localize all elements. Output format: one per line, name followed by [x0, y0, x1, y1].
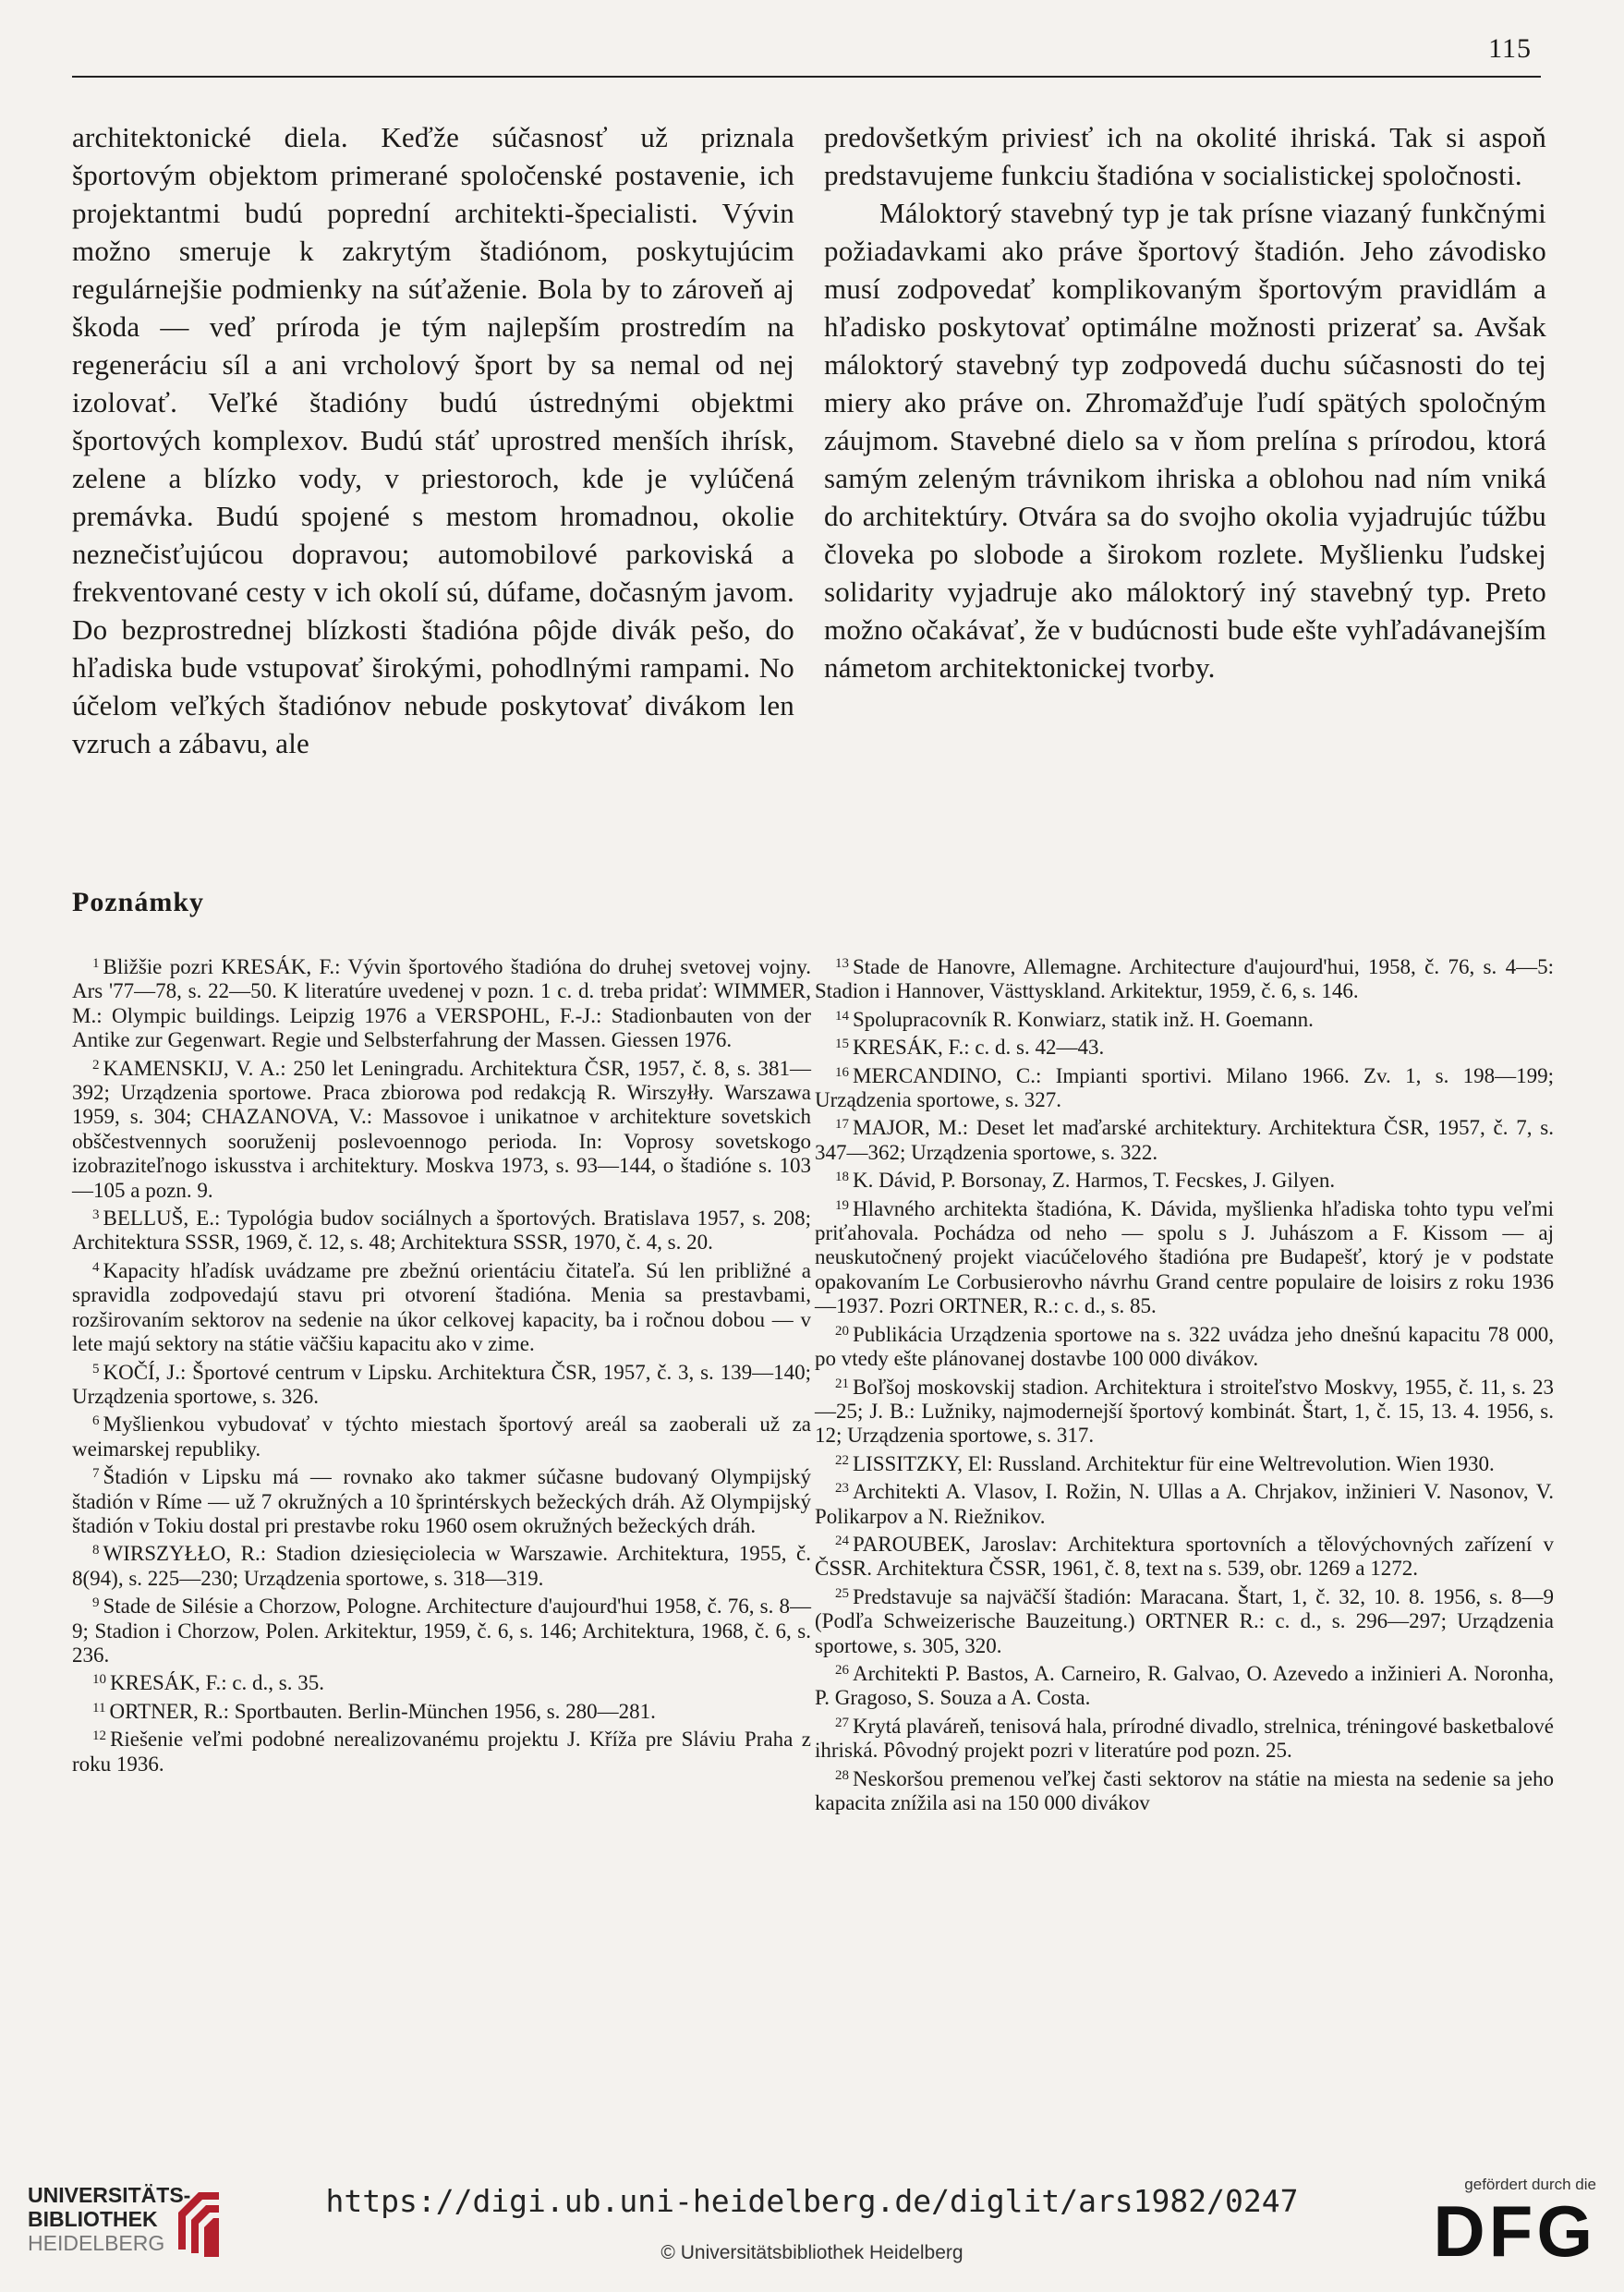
- footnote-number: 5: [92, 1361, 100, 1376]
- footnote-number: 17: [835, 1117, 849, 1133]
- footnote: [72, 1461, 811, 1538]
- footnote-number: 20: [835, 1323, 849, 1339]
- page-number: 115: [1488, 33, 1532, 64]
- footnote-text: ORTNER, R.: Sportbauten. Berlin-München 1956, s. 280—281.: [109, 1699, 656, 1723]
- footnote-number: 28: [835, 1767, 849, 1783]
- footnote-number: 4: [92, 1259, 100, 1275]
- footnote-text: Neskoršou premenou veľkej časti sektorov na státie na miesta na sedenie sa jeho kapacita znížila asi na 150 000 divákov: [815, 1766, 1554, 1814]
- footnote: [815, 1582, 1554, 1658]
- footnote: [815, 1658, 1554, 1711]
- footnote-text: Hlavného architekta štadióna, K. Dávida, myšlienka hľadiska tohto typu veľmi priťahovala. Pochádza od neho — spolu s J. Juhászom a F. Kissom — aj neuskutočnený projekt viacúčelového štadióna pre Budapešť, ktorý je v podstate opakovaním Le Corbusierovho návrhu Grand centre populaire de loisirs z roku 1936—1937. Pozri ORTNER, R.: c. d., s. 85.: [815, 1196, 1554, 1318]
- body-paragraph: predovšetkým priviesť ich na okolité ihriská. Tak si aspoň predstavujeme funkciu štadióna v socialistickej spoločnosti.: [824, 121, 1546, 191]
- footnote-text: Riešenie veľmi podobné nerealizovanému projektu J. Kříža pre Sláviu Praha z roku 1936.: [72, 1728, 811, 1776]
- footnote-number: 12: [92, 1728, 106, 1744]
- funder-logo[interactable]: [1412, 2176, 1596, 2277]
- footnote-number: 26: [835, 1662, 849, 1678]
- footnote: [815, 1112, 1554, 1165]
- footnote-number: 1: [92, 956, 100, 971]
- footnote-text: Predstavuje sa najväčší štadión: Maracana. Štart, 1, č. 32, 10. 8. 1956, s. 8—9 (Podľa Schweizerische Bauzeitung.) ORTNER R.: c. d., s. 296—297; Urządzenia sportowe, s. 305, 320.: [815, 1584, 1554, 1657]
- footnote-number: 25: [835, 1585, 849, 1601]
- footnote-text: Architekti P. Bastos, A. Carneiro, R. Galvao, O. Azevedo a inžinieri A. Noronha, P. Gragoso, S. Souza a A. Costa.: [815, 1661, 1554, 1710]
- footnote-text: Architekti A. Vlasov, I. Rožin, N. Ullas a A. Chrjakov, inžinieri V. Nasonov, V. Polikarpov a N. Riežnikov.: [815, 1480, 1554, 1528]
- footnote-text: Stade de Hanovre, Allemagne. Architecture d'aujourd'hui, 1958, č. 76, s. 4—5: Stadion i Hannover, Västtyskland. Arkitektur, 1959, č. 6, s. 146.: [815, 955, 1554, 1003]
- footnote: [815, 1061, 1554, 1113]
- footnote: [72, 1357, 811, 1410]
- footnote-text: KAMENSKIJ, V. A.: 250 let Leningradu. Architektura ČSR, 1957, č. 8, s. 381—392; Urządzenia sportowe. Praca zbiorowa pod redakcją R. Wirszyłły. Warszawa 1959, s. 304; CHAZANOVA, V.: Massovoe i unikatnoe v architekture sovetskich obščestvennych sooruženij poslevoennogo perioda. In: Voprosy sovetskogo izobraziteľnogo iskusstva i architektury. Moskva 1973, s. 93—144, o štadióne s. 103—105 a pozn. 9.: [72, 1056, 811, 1202]
- footnote-text: MERCANDINO, C.: Impianti sportivi. Milano 1966. Zv. 1, s. 198—199; Urządzenia sportowe, s. 327.: [815, 1063, 1554, 1112]
- footnote-text: Myšlienkou vybudovať v týchto miestach športový areál sa zaoberali už za weimarskej republiky.: [72, 1413, 811, 1461]
- footnote: [815, 1004, 1554, 1032]
- notes-heading: Poznámky: [72, 887, 204, 917]
- footnote: [815, 1032, 1554, 1060]
- footnote: [815, 952, 1554, 1004]
- body-paragraph: architektonické diela. Keďže súčasnosť už priznala športovým objektom primerané spoločenské postavenie, ich projektantmi budú poprední architekti-špecialisti. Vývin možno smeruje k zakrytým štadiónom, poskytujúcim regulárnejšie podmienky na súťaženie. Bola by to zároveň aj škoda — veď príroda je tým najlepším prostredím na regeneráciu síl a ani vrcholový šport by sa nemal od nej izolovať. Veľké štadióny budú ústrednými objektmi športových komplexov. Budú stáť uprostred menších ihrísk, zelene a blízko vody, v priestoroch, kde je vylúčená premávka. Budú spojené s mestom hromadnou, okolie neznečisťujúcou dopravou; automobilové parkoviská a frekventované cesty v ich okolí sú, dúfame, dočasným javom. Do bezprostrednej blízkosti štadióna pôjde divák pešo, do hľadiska bude vstupovať širokými, pohodlnými rampami. No účelom veľkých štadiónov nebude poskytovať divákom len vzruch a zábavu, ale: [72, 121, 794, 759]
- footnote: [815, 1194, 1554, 1319]
- footnote: [815, 1764, 1554, 1816]
- footnote: [815, 1711, 1554, 1764]
- footnote: [72, 1255, 811, 1357]
- footnote-number: 8: [92, 1543, 100, 1558]
- footnote-text: Stade de Silésie a Chorzow, Pologne. Architecture d'aujourd'hui 1958, č. 76, s. 8—9; Stadion i Chorzow, Polen. Arkitektur, 1959, č. 6, s. 146; Architektura, 1968, č. 6, s. 236.: [72, 1595, 811, 1667]
- footnote-text: MAJOR, M.: Deset let maďarské architektury. Architektura ČSR, 1957, č. 7, s. 347—362; Urządzenia sportowe, s. 322.: [815, 1116, 1554, 1164]
- footnote: [72, 1591, 811, 1667]
- footnote-number: 7: [92, 1466, 100, 1482]
- footnote-number: 10: [92, 1672, 106, 1688]
- footnote-number: 2: [92, 1057, 100, 1073]
- footnote-number: 3: [92, 1207, 100, 1223]
- footnote-text: BELLUŠ, E.: Typológia budov sociálnych a športových. Bratislava 1957, s. 208; Architektura SSSR, 1969, č. 12, s. 48; Architektura SSSR, 1970, č. 4, s. 20.: [72, 1207, 811, 1255]
- footnote: [815, 1165, 1554, 1193]
- footnote-text: PAROUBEK, Jaroslav: Architektura sportovních a tělovýchovných zařízení v ČSSR. Architektura ČSSR, 1961, č. 8, text na s. 539, obr. 1269 a 1272.: [815, 1532, 1554, 1581]
- footnote: [815, 1319, 1554, 1372]
- body-column-left: [72, 118, 794, 762]
- footnote: [72, 1724, 811, 1777]
- footnote-number: 14: [835, 1008, 849, 1024]
- library-name-line: UNIVERSITÄTS-: [28, 2183, 191, 2207]
- footnote-number: 9: [92, 1595, 100, 1611]
- footnote: [72, 952, 811, 1053]
- footnote-text: WIRSZYŁŁO, R.: Stadion dziesięciolecia w Warszawie. Architektura, 1955, č. 8(94), s. 225—230; Urządzenia sportowe, s. 318—319.: [72, 1542, 811, 1590]
- footnote-number: 13: [835, 956, 849, 971]
- footnote-text: Štadión v Lipsku má — rovnako ako takmer súčasne budovaný Olympijský štadión v Ríme — už 7 okružných a 10 šprintérskych bežeckých dráh. Až Olympijský štadión v Tokiu dostal pri prestavbe roku 1960 osem okružných bežeckých dráh.: [72, 1465, 811, 1537]
- footnote-text: K. Dávid, P. Borsonay, Z. Harmos, T. Fecskes, J. Gilyen.: [853, 1169, 1336, 1193]
- dfg-logo-icon: DFG: [1433, 2190, 1596, 2272]
- library-name-line: BIBLIOTHEK: [28, 2207, 158, 2231]
- body-column-right: [824, 118, 1546, 686]
- footnote-text: Spolupracovník R. Konwiarz, statik inž. H. Goemann.: [853, 1007, 1314, 1031]
- footnote-number: 24: [835, 1533, 849, 1548]
- footnote: [72, 1696, 811, 1724]
- footnote-number: 22: [835, 1452, 849, 1468]
- footnote-number: 21: [835, 1376, 849, 1391]
- notes-column-right: [815, 952, 1554, 1815]
- library-name-line: HEIDELBERG: [28, 2231, 165, 2255]
- footnote-number: 11: [92, 1700, 106, 1716]
- footnote-text: KRESÁK, F.: c. d. s. 42—43.: [853, 1036, 1105, 1060]
- source-url-link[interactable]: https://digi.ub.uni-heidelberg.de/diglit/ars1982/0247: [325, 2183, 1299, 2219]
- notes-column-left: [72, 952, 811, 1777]
- footnote-number: 27: [835, 1715, 849, 1730]
- footnote-number: 18: [835, 1170, 849, 1185]
- footnote: [72, 1667, 811, 1695]
- header-rule: [72, 76, 1541, 78]
- footnote-text: LISSITZKY, El: Russland. Architektur für eine Weltrevolution. Wien 1930.: [853, 1451, 1495, 1475]
- footnote-text: Krytá plaváreň, tenisová hala, prírodné divadlo, strelnica, tréningové basketbalové ihriská. Pôvodný projekt pozri v literatúre pod pozn. 25.: [815, 1714, 1554, 1763]
- footnote-number: 15: [835, 1037, 849, 1052]
- footnote-number: 16: [835, 1064, 849, 1080]
- footnote: [815, 1372, 1554, 1449]
- body-paragraph: Máloktorý stavebný typ je tak prísne viazaný funkčnými požiadavkami ako práve športový štadión. Jeho závodisko musí zodpovedať komplikovaným športovým pravidlám a hľadisko poskytovať optimálne možnosti prizerať sa. Avšak máloktorý stavebný typ zodpovedá duchu súčasnosti do tej miery ako práve on. Zhromažďuje ľudí spätých spoločným záujmom. Stavebné dielo sa v ňom prelína s prírodou, ktorá samým zeleným trávnikom ihriska a oblohou nad ním vniká do architektúry. Otvára sa do svojho okolia vyjadrujúc túžbu človeka po slobode a širokom rozlete. Myšlienku ľudskej solidarity vyjadruje ako máloktorý iný stavebný typ. Preto možno očakávať, že v budúcnosti bude ešte vyhľadávanejším námetom architektonickej tvorby.: [824, 197, 1546, 684]
- footnote-text: Bližšie pozri KRESÁK, F.: Vývin športového štadióna do druhej svetovej vojny. Ars '77—78, s. 22—50. K literatúre uvedenej v pozn. 1 c. d. treba pridať: WIMMER, M.: Olympic buildings. Leipzig 1976 a VERSPOHL, F.-J.: Stadionbauten von der Antike zur Gegenwart. Regie und Selbsterfahrung der Massen. Giessen 1976.: [72, 955, 811, 1052]
- footnote: [72, 1053, 811, 1203]
- copyright-notice: © Universitätsbibliothek Heidelberg: [661, 2242, 963, 2263]
- footnote: [72, 1538, 811, 1591]
- footnote-text: Kapacity hľadísk uvádzame pre zbežnú orientáciu čitateľa. Sú len približné a spravidla zodpovedajú stavu pri otvorení štadióna. Menia sa prestavbami, rozširovaním sektorov na sedenie na úkor celkovej kapacity, ba i ročnou dobou — v lete majú sektory na státie väčšiu kapacitu ako v zime.: [72, 1258, 811, 1356]
- footnote-text: KRESÁK, F.: c. d., s. 35.: [110, 1671, 325, 1695]
- footnote: [815, 1476, 1554, 1529]
- funder-note: gefördert durch die: [1464, 2176, 1596, 2193]
- footnote: [815, 1449, 1554, 1476]
- footnote-number: 19: [835, 1197, 849, 1213]
- footnote-number: 6: [92, 1413, 100, 1429]
- footnote: [72, 1409, 811, 1461]
- footnote-text: Publikácia Urządzenia sportowe na s. 322 uvádza jeho dnešnú kapacitu 78 000, po vtedy ešte plánovanej dostavbe 100 000 divákov.: [815, 1322, 1554, 1371]
- footnote-text: Boľšoj moskovskij stadion. Architektura i stroiteľstvo Moskvy, 1955, č. 11, s. 23—25; J. B.: Lužniky, najmodernejší športový kombinát. Štart, 1, č. 15, 13. 4. 1956, s. 12; Urządzenia sportowe, s. 317.: [815, 1375, 1554, 1448]
- footnote-text: KOČÍ, J.: Športové centrum v Lipsku. Architektura ČSR, 1957, č. 3, s. 139—140; Urządzenia sportowe, s. 326.: [72, 1360, 811, 1408]
- footer: [0, 2157, 1624, 2292]
- footnote-number: 23: [835, 1481, 849, 1497]
- footnote: [72, 1203, 811, 1255]
- footnote: [815, 1529, 1554, 1582]
